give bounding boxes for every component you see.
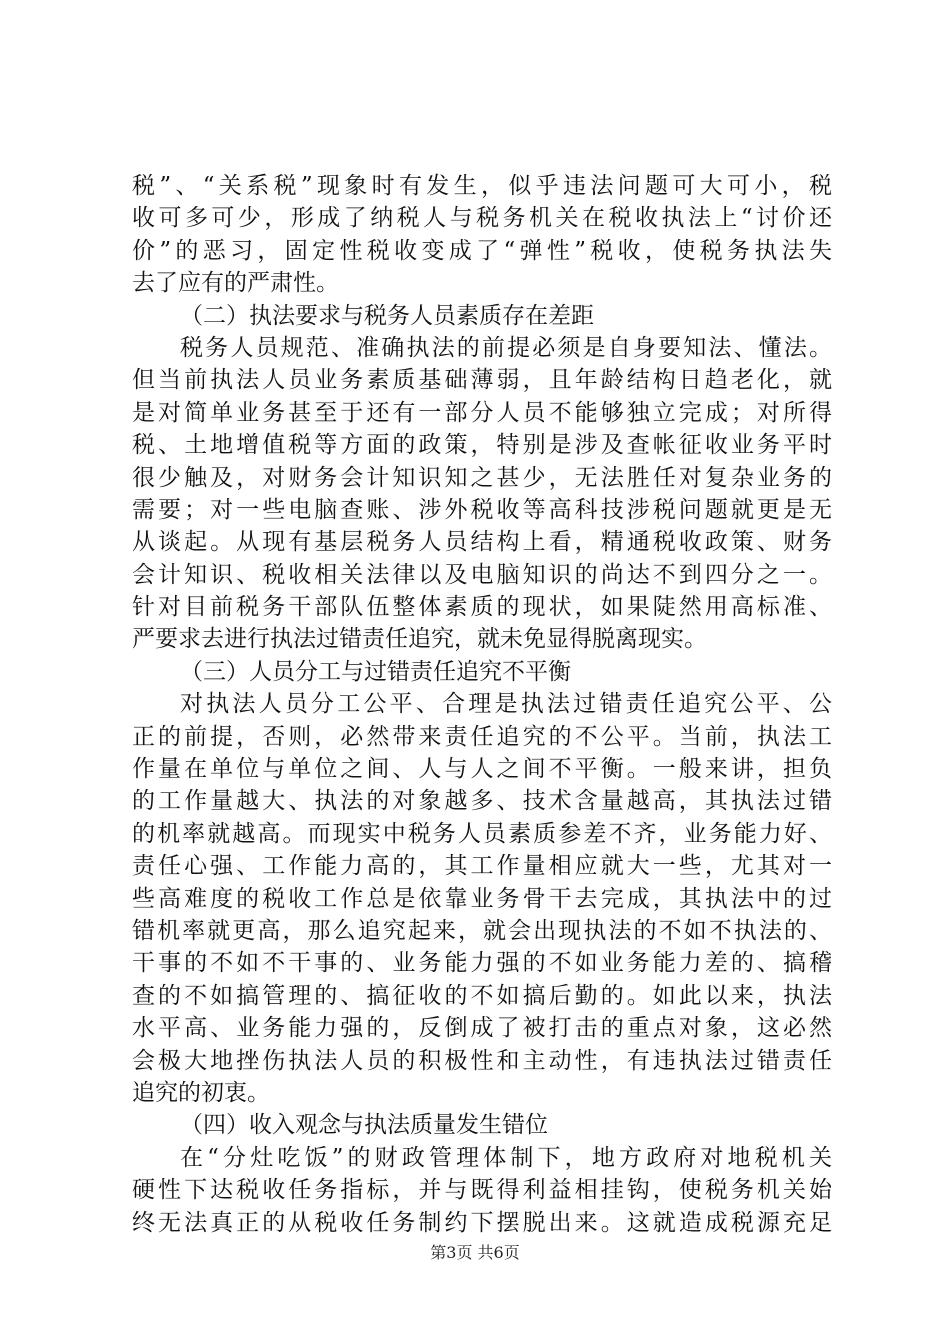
text-line: 是对简单业务甚至于还有一部分人员不能够独立完成；对所得 xyxy=(132,399,832,426)
text-line: 终无法真正的从税收任务制约下摆脱出来。这就造成税源充足 xyxy=(132,1209,832,1236)
text-line: 的机率就越高。而现实中税务人员素质参差不齐，业务能力好、 xyxy=(132,820,832,847)
text-line: 税、土地增值税等方面的政策，特别是涉及查帐征收业务平时 xyxy=(132,432,832,459)
text-line: 从谈起。从现有基层税务人员结构上看，精通税收政策、财务 xyxy=(132,529,832,556)
text-line: 税”、“关系税”现象时有发生，似乎违法问题可大可小，税 xyxy=(132,173,832,199)
text-line: 会极大地挫伤执法人员的积极性和主动性，有违执法过错责任 xyxy=(132,1047,832,1074)
paragraph xyxy=(132,688,832,1109)
text-line: 针对目前税务干部队伍整体素质的现状，如果陡然用高标准、 xyxy=(132,594,832,621)
text-line: 去了应有的严肃性。 xyxy=(132,270,339,297)
document-body xyxy=(132,170,832,1239)
text-line: 错机率就更高，那么追究起来，就会出现执法的不如不执法的、 xyxy=(132,917,832,944)
section-heading: （二）执法要求与税务人员素质存在差距 xyxy=(180,302,594,329)
paragraph xyxy=(132,170,832,300)
text-line: 责任心强、工作能力高的，其工作量相应就大一些，尤其对一 xyxy=(132,853,832,880)
paragraph xyxy=(132,1142,832,1239)
text-line: 作量在单位与单位之间、人与人之间不平衡。一般来讲，担负 xyxy=(132,756,832,783)
text-line: 干事的不如不干事的、业务能力强的不如业务能力差的、搞稽 xyxy=(132,950,832,977)
page-footer: 第3页 共6页 xyxy=(430,1243,520,1262)
text-line: 些高难度的税收工作总是依靠业务骨干去完成，其执法中的过 xyxy=(132,885,832,912)
text-line: 但当前执法人员业务素质基础薄弱，且年龄结构日趋老化，就 xyxy=(132,367,832,394)
paragraph xyxy=(132,332,832,656)
text-line: 正的前提，否则，必然带来责任追究的不公平。当前，执法工 xyxy=(132,723,832,750)
text-line: 在“分灶吃饭”的财政管理体制下，地方政府对地税机关 xyxy=(180,1144,832,1171)
section-heading: （四）收入观念与执法质量发生错位 xyxy=(180,1112,548,1139)
text-line: 价”的恶习，固定性税收变成了“弹性”税收，使税务执法失 xyxy=(132,237,832,264)
text-line: 会计知识、税收相关法律以及电脑知识的尚达不到四分之一。 xyxy=(132,561,832,588)
text-line: 对执法人员分工公平、合理是执法过错责任追究公平、公 xyxy=(180,691,832,718)
text-line: 税务人员规范、准确执法的前提必须是自身要知法、懂法。 xyxy=(180,334,832,361)
text-line: 收可多可少，形成了纳税人与税务机关在税收执法上“讨价还 xyxy=(132,205,832,232)
text-line: 追究的初衷。 xyxy=(132,1079,270,1106)
text-line: 很少触及，对财务会计知识知之甚少，无法胜任对复杂业务的 xyxy=(132,464,832,491)
text-line: 查的不如搞管理的、搞征收的不如搞后勤的。如此以来，执法 xyxy=(132,982,832,1009)
text-line: 严要求去进行执法过错责任追究，就未免显得脱离现实。 xyxy=(132,626,707,653)
text-line: 水平高、业务能力强的，反倒成了被打击的重点对象，这必然 xyxy=(132,1015,832,1042)
section-heading: （三）人员分工与过错责任追究不平衡 xyxy=(180,658,571,685)
text-line: 需要；对一些电脑查账、涉外税收等高科技涉税问题就更是无 xyxy=(132,496,832,523)
text-line: 硬性下达税收任务指标，并与既得利益相挂钩，使税务机关始 xyxy=(132,1177,832,1204)
text-line: 的工作量越大、执法的对象越多、技术含量越高，其执法过错 xyxy=(132,788,832,815)
